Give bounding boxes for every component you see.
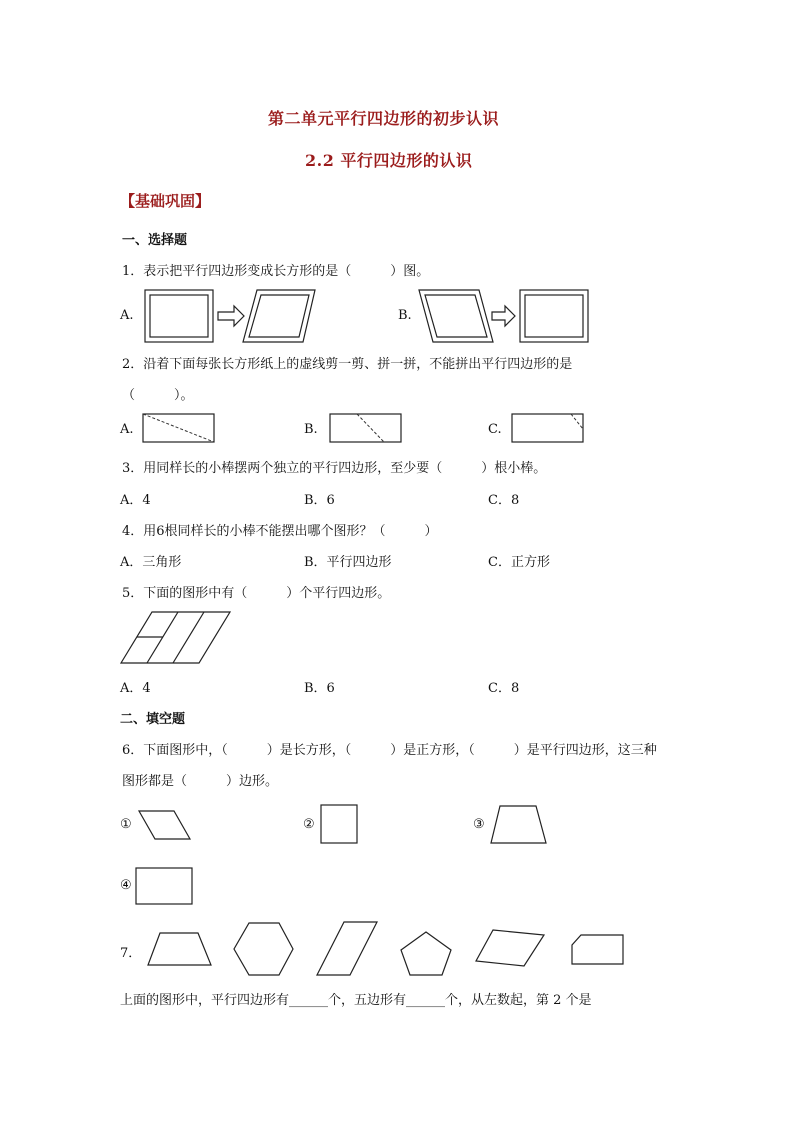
question-6-shape-1-parallelogram	[136, 808, 196, 844]
question-4-option-a: A．三角形	[120, 555, 182, 570]
q1b-arrow-icon	[492, 306, 515, 326]
q1b-parallelogram-outer	[419, 290, 493, 342]
question-6-shape-2-square	[320, 804, 360, 846]
q7-trapezoid	[148, 933, 211, 965]
question-6-shape-4-rectangle	[135, 867, 195, 907]
question-6-label-2: ②	[303, 817, 315, 832]
question-6-text: 6．下面图形中，（ ）是长方形，（ ）是正方形，（ ）是平行四边形，这三种	[122, 743, 657, 758]
question-5-text: 5．下面的图形中有（ ）个平行四边形。	[122, 586, 391, 601]
q1b-rectangle-outer	[520, 290, 588, 342]
question-6-text-line2: 图形都是（ ）边形。	[122, 774, 279, 789]
question-2-text: 2．沿着下面每张长方形纸上的虚线剪一剪、拼一拼，不能拼出平行四边形的是	[122, 357, 573, 372]
q7-rhombus	[476, 930, 544, 966]
page-subtitle: 2.2 平行四边形的认识	[305, 151, 473, 170]
question-1-option-a-figure	[140, 288, 320, 344]
question-5-option-a: A．4	[120, 681, 151, 696]
question-5-figure	[118, 610, 233, 666]
question-2-option-b-label: B.	[304, 422, 318, 437]
question-1-option-b-figure	[415, 288, 595, 344]
q1a-rectangle-outer	[145, 290, 213, 342]
question-1-option-a-label: A.	[120, 308, 134, 323]
q7-pentagon	[401, 932, 451, 975]
q1b-rectangle-inner	[525, 295, 583, 337]
part2-heading: 二、填空题	[120, 712, 186, 727]
question-2-option-c-figure	[511, 413, 586, 445]
question-3-text: 3．用同样长的小棒摆两个独立的平行四边形，至少要（ ）根小棒。	[122, 461, 547, 476]
question-2-option-a-figure	[142, 413, 217, 445]
question-4-option-b: B．平行四边形	[304, 555, 392, 570]
question-5-option-b: B．6	[304, 681, 335, 696]
question-4-text: 4．用6根同样长的小棒不能摆出哪个图形？（ ）	[122, 524, 438, 539]
section-basic-label: 【基础巩固】	[120, 192, 211, 210]
question-1-option-b-label: B.	[398, 308, 412, 323]
q1a-arrow-icon	[218, 306, 244, 326]
page-title: 第二单元平行四边形的初步认识	[268, 109, 500, 128]
question-2-option-b-figure	[329, 413, 404, 445]
q1b-parallelogram-inner	[425, 295, 487, 337]
q1a-rectangle-inner	[150, 295, 208, 337]
q7-pentagon-house	[572, 935, 623, 964]
question-6-label-4: ④	[120, 878, 132, 893]
q7-hexagon	[234, 923, 293, 975]
question-3-option-a: A．4	[120, 493, 151, 508]
question-7-shapes	[140, 918, 640, 980]
q7-parallelogram-tall	[317, 922, 377, 975]
question-6-shape-3-trapezoid	[490, 804, 550, 846]
question-6-label-3: ③	[473, 817, 485, 832]
question-1-text: 1．表示把平行四边形变成长方形的是（ ）图。	[122, 264, 430, 279]
question-7-number: 7．	[120, 946, 142, 961]
question-5-option-c: C．8	[488, 681, 520, 696]
question-4-option-c: C．正方形	[488, 555, 550, 570]
question-3-option-c: C．8	[488, 493, 520, 508]
q1a-parallelogram-inner	[249, 295, 309, 337]
question-2-text-line2: （ ）。	[122, 388, 194, 403]
question-2-option-c-label: C.	[488, 422, 502, 437]
question-7-text: 上面的图形中，平行四边形有______个，五边形有______个，从左数起，第 2 个是	[120, 993, 592, 1008]
part1-heading: 一、选择题	[122, 233, 188, 248]
question-3-option-b: B．6	[304, 493, 335, 508]
question-2-option-a-label: A.	[120, 422, 134, 437]
question-6-label-1: ①	[120, 817, 132, 832]
